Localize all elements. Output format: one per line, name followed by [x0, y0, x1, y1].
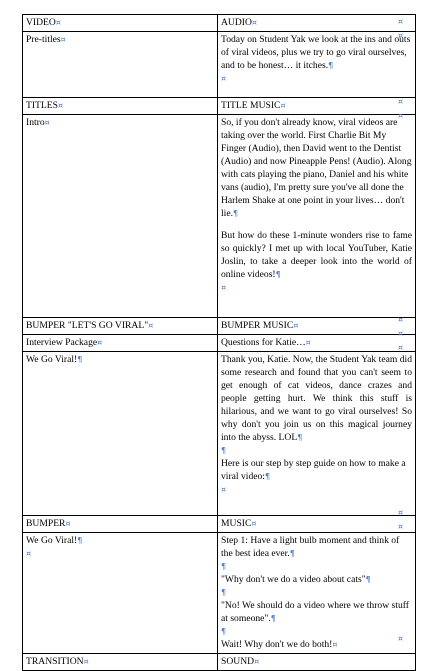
audio-cell[interactable]: [218, 533, 416, 654]
video-cell[interactable]: [23, 533, 218, 654]
end-of-row-mark: [398, 522, 403, 531]
table-row: [23, 32, 416, 98]
table-row: [23, 335, 416, 352]
cell-text: Intro: [26, 117, 45, 128]
cell-text: BUMPER "LET'S GO VIRAL": [26, 320, 149, 331]
paragraph-text: Step 1: Have a light bulb moment and think of the best idea ever.: [221, 535, 400, 559]
video-cell[interactable]: [23, 98, 218, 115]
cell-text: TITLES: [26, 100, 58, 111]
end-of-row-mark: [398, 31, 403, 40]
cell-text: VIDEO: [26, 17, 56, 28]
end-of-cell-mark: [97, 338, 102, 347]
paragraph-text: So, if you don't already know, viral videos are taking over the world. First Charlie Bit My Finger (Audio), then David went to the Dentist (Audio) and now Pineapple Pens! (Audio). Along with cats playing the piano, Daniel and his white vans (audio), I'm pretty sure you've all done the Harlem Shake at one point in your lives… don't lie.: [221, 117, 412, 219]
end-of-cell-mark: [306, 338, 311, 347]
paragraph-text: Thank you, Katie. Now, the Student Yak team did some research and found that you can't seem to get enough of cat videos, dance crazes and people getting hurt. We think this stuff is hilarious, and we want to go viral ourselves! So why don't you join us on this magical journey into the abyss. LOL: [221, 354, 412, 443]
pilcrow-mark: [290, 549, 295, 558]
end-of-cell-mark: [61, 35, 66, 44]
pilcrow-mark: [297, 433, 302, 442]
video-cell[interactable]: [23, 335, 218, 352]
pilcrow-mark: [265, 472, 270, 481]
end-of-cell-mark: [280, 101, 285, 110]
end-of-cell-mark: [221, 483, 412, 496]
end-of-row-mark: [398, 329, 403, 338]
end-of-row-mark: [398, 315, 403, 324]
audio-cell[interactable]: [218, 516, 416, 533]
video-cell[interactable]: [23, 318, 218, 335]
video-cell[interactable]: [23, 654, 218, 671]
paragraph-text: "No! We should do a video where we throw stuff at someone".: [221, 600, 409, 624]
paragraph-text: But how do these 1-minute wonders rise to fame so quickly? I met up with local YouTuber, Katie Joslin, to take a deeper look into the world of online videos!: [221, 230, 412, 280]
end-of-cell-mark: [221, 281, 412, 294]
end-of-cell-mark: [58, 101, 63, 110]
pilcrow-mark: [77, 355, 82, 364]
end-of-cell-mark: [254, 657, 259, 666]
script-document: [22, 14, 415, 671]
pilcrow-mark: [233, 209, 238, 218]
end-of-cell-mark: [84, 657, 89, 666]
cell-text: TRANSITION: [26, 656, 84, 667]
paragraph-text: "Why don't we do a video about cats": [221, 574, 366, 585]
end-of-row-mark: [398, 343, 403, 352]
audio-cell[interactable]: [218, 98, 416, 115]
end-of-cell-mark: [26, 547, 214, 560]
paragraph-text: Here is our step by step guide on how to make a viral video:: [221, 458, 406, 482]
end-of-row-mark: [398, 508, 403, 517]
video-cell[interactable]: [23, 516, 218, 533]
table-row: [23, 115, 416, 318]
cell-text: BUMPER: [26, 518, 66, 529]
audio-cell[interactable]: [218, 352, 416, 516]
pilcrow-mark: [77, 536, 82, 545]
cell-text: Pre-titles: [26, 34, 61, 45]
cell-text: We Go Viral!: [26, 535, 78, 546]
pilcrow-mark: [221, 586, 412, 599]
end-of-cell-mark: [221, 72, 412, 85]
video-cell[interactable]: [23, 115, 218, 318]
end-of-cell-mark: [45, 118, 50, 127]
end-of-cell-mark: [293, 321, 298, 330]
cell-text: We Go Viral!: [26, 354, 78, 365]
cell-text: MUSIC: [221, 518, 252, 529]
table-row: [23, 654, 416, 671]
video-cell[interactable]: [23, 352, 218, 516]
cell-text: Questions for Katie…: [221, 337, 306, 348]
pilcrow-mark: [271, 614, 276, 623]
video-cell[interactable]: [23, 15, 218, 32]
audio-cell[interactable]: [218, 654, 416, 671]
end-of-row-mark: [398, 634, 403, 643]
pilcrow-mark: [221, 560, 412, 573]
table-row: [23, 318, 416, 335]
cell-text: SOUND: [221, 656, 255, 667]
end-of-cell-mark: [252, 18, 257, 27]
end-of-row-mark: [398, 111, 403, 120]
cell-text: Interview Package: [26, 337, 98, 348]
table-row: [23, 533, 416, 654]
audio-cell[interactable]: [218, 115, 416, 318]
cell-text: BUMPER MUSIC: [221, 320, 294, 331]
pilcrow-mark: [366, 575, 371, 584]
audio-cell[interactable]: [218, 32, 416, 98]
table-row: [23, 516, 416, 533]
table-row: [23, 352, 416, 516]
end-of-cell-mark: [251, 519, 256, 528]
pilcrow-mark: [276, 270, 281, 279]
pilcrow-mark: [221, 444, 412, 457]
pilcrow-mark: [328, 61, 333, 70]
table-row: [23, 98, 416, 115]
paragraph-text: Wait! Why don't we do both!: [221, 639, 333, 650]
end-of-row-mark: [398, 97, 403, 106]
audio-cell[interactable]: [218, 318, 416, 335]
paragraph-text: Today on Student Yak we look at the ins and outs of viral videos, plus we try to go viral ourselves, and to be honest… it itches.: [221, 34, 411, 71]
audio-cell[interactable]: [218, 15, 416, 32]
end-of-cell-mark: [65, 519, 70, 528]
end-of-cell-mark: [332, 640, 337, 649]
video-cell[interactable]: [23, 32, 218, 98]
script-table: [22, 14, 416, 671]
table-row: [23, 15, 416, 32]
end-of-cell-mark: [56, 18, 61, 27]
pilcrow-mark: [221, 625, 412, 638]
end-of-cell-mark: [148, 321, 153, 330]
audio-cell[interactable]: [218, 335, 416, 352]
cell-text: TITLE MUSIC: [221, 100, 281, 111]
end-of-row-mark: [398, 17, 403, 26]
cell-text: AUDIO: [221, 17, 252, 28]
